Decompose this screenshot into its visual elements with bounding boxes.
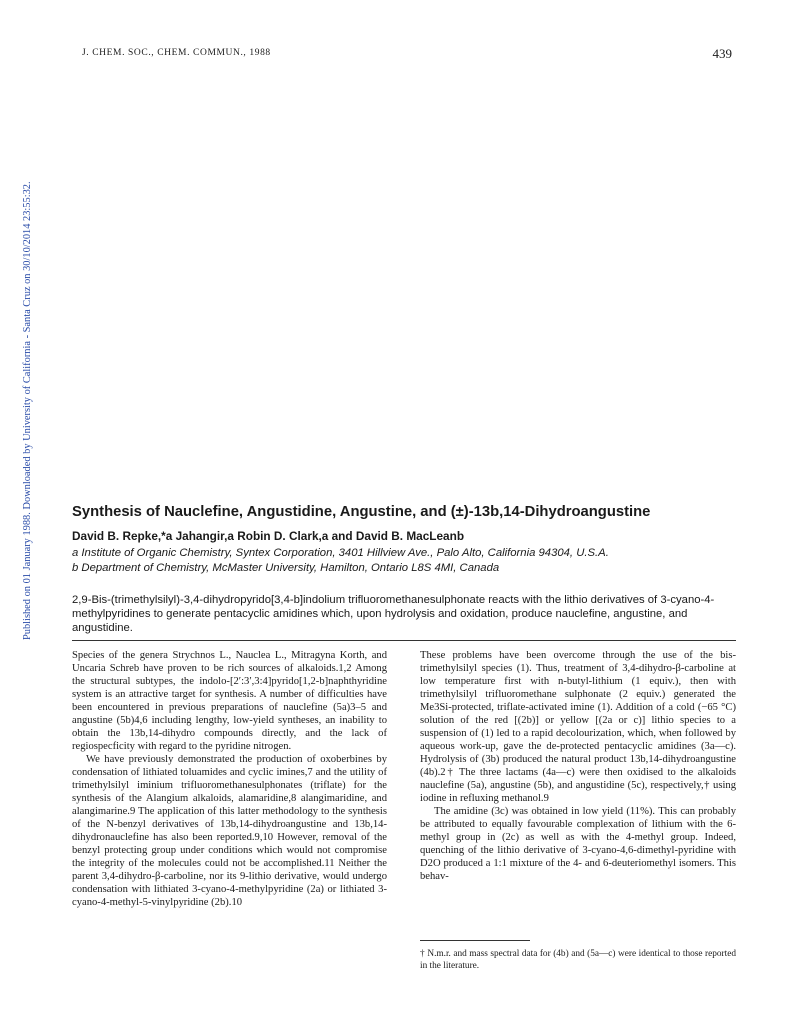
page-number: 439 (712, 46, 732, 61)
right-column (420, 649, 736, 883)
body-paragraph: Species of the genera Strychnos L., Nauclea L., Mitragyna Korth, and Uncaria Schreb have proven to be rich sources of alkaloids.1,2 Among the structural subtypes, the indolo-[2′:3′,3:4]pyrido[1,2-b]naphthyridine system is an attractive target for synthesis. A number of difficulties have been encountered in previous preparations of nauclefine (5a)3–5 and angustine (5b)4,6 including lengthy, low-yield syntheses, an inability to obtain the 13b,14-dihydro compounds directly, and the lack of regiospecficity with regard to the pyridine nitrogen. (72, 650, 387, 752)
running-head (82, 46, 732, 66)
author-list: David B. Repke,*a Jahangir,a Robin D. Clark,a and David B. MacLeanb (72, 529, 465, 543)
body-paragraph: These problems have been overcome through the use of the bis-trimethylsilyl species (1). Thus, treatment of 3,4-dihydro-β-carboline at low temperature first with n-butyl-lithium (1 equiv.), then with trimethylsilyl trifluoromethane sulphonate (2 equiv.) generated the Me3Si-protected, triflate-activated imine (1). Addition of a cold (−65 °C) solution of the red [(2b)] or yellow [(2a or c)] lithio species to a suspension of (1) led to a rapid decolourization, which, when followed by aqueous work-up, gave the de-protected pentacyclic amidines (3a—c). Hydrolysis of (3b) produced the natural product 13b,14-dihydroangustine (4b).2† The three lactams (4a—c) were then oxidised to the alkaloids nauclefine (5a), angustine (5b), and angustidine (5c), respectively,† using iodine in refluxing methanol.9 (420, 650, 736, 804)
footnote-rule (420, 940, 530, 941)
affiliation-b: b Department of Chemistry, McMaster University, Hamilton, Ontario L8S 4MI, Canada (72, 562, 500, 574)
body-paragraph: The amidine (3c) was obtained in low yield (11%). This can probably be attributed to equally favourable complexation of lithium with the 6-methyl group in (2c) as well as with the 4-methyl group. Indeed, quenching of the lithio derivative of 3-cyano-4,6-dimethyl-pyridine with D2O produced a 1:1 mixture of the 4- and 6-deuteriomethyl isomers. This behav- (420, 806, 736, 882)
footnote: † N.m.r. and mass spectral data for (4b) and (5a—c) were identical to those reported in the literature. (420, 949, 736, 971)
abstract-divider (72, 640, 736, 641)
abstract: 2,9-Bis-(trimethylsilyl)-3,4-dihydropyrido[3,4-b]indolium trifluoromethanesulphonate reacts with the lithio derivatives of 3-cyano-4-methylpyridines to generate pentacyclic amidines which, upon hydrolysis and oxidation, produce nauclefine, angustine, and angustidine. (72, 594, 715, 634)
left-column (72, 649, 387, 909)
body-paragraph: We have previously demonstrated the production of oxoberbines by condensation of lithiated toluamides and cyclic imines,7 and the utility of trimethylsilyl iminium trifluoromethanesulphonates (triflate) for the synthesis of the Alangium alkaloids, alamaridine,8 alangimaridine, and alangimarine.9 The application of this latter methodology to the synthesis of the N-benzyl derivatives of 13b,14-dihydroangustine and 13b,14-dihydronauclefine has also been reported.9,10 However, removal of the benzyl protecting group under conditions which would not compromise the integrity of the molecules could not be accomplished.11 Neither the parent 3,4-dihydro-β-carboline, nor its 9-lithio derivative, would undergo condensation with lithiated 3-cyano-4-methylpyridine (2a) or lithiated 3-cyano-4-methyl-5-vinylpyridine (2b).10 (72, 754, 387, 908)
download-note-text: Published on 01 January 1988. Downloaded by University of California - Santa Cruz on 30/10/2014 23:55:32. (22, 181, 33, 640)
journal-citation: J. CHEM. SOC., CHEM. COMMUN., 1988 (82, 48, 271, 58)
download-note (6, 160, 33, 640)
affiliation-a: a Institute of Organic Chemistry, Syntex Corporation, 3401 Hillview Ave., Palo Alto, California 94304, U.S.A. (72, 547, 609, 559)
article-title: Synthesis of Nauclefine, Angustidine, Angustine, and (±)-13b,14-Dihydroangustine (72, 504, 651, 520)
